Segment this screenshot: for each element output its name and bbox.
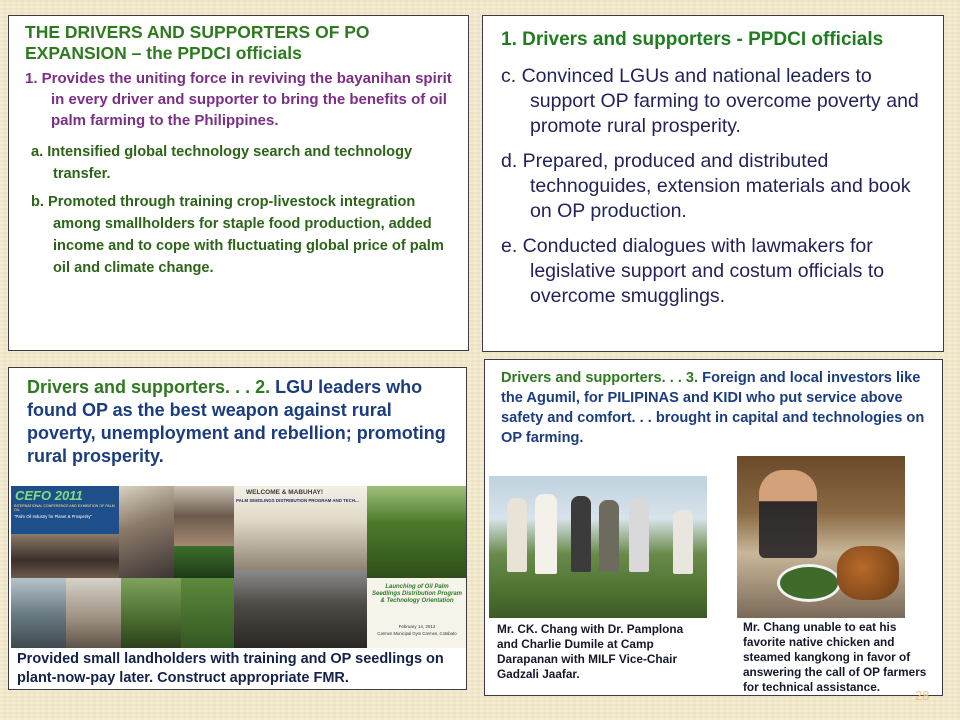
person-figure-2 bbox=[535, 494, 557, 574]
person-figure-4 bbox=[599, 500, 619, 572]
panel1-item-b: b. Promoted through training crop-livestock integration among smallholders for staple food production, added income and to cope with fluctuating global price of palm oil and climate change. bbox=[31, 194, 444, 276]
panel3-heading bbox=[27, 376, 457, 468]
group-photo-1 bbox=[11, 578, 66, 648]
panel4-heading-text: Foreign and local investors like the Agumil, for PILIPINAS and KIDI who put service above safety and comfort. . . brought in capital and technologies on OP farming. bbox=[501, 370, 925, 446]
panel2-title: 1. Drivers and supporters - PPDCI officials bbox=[501, 29, 884, 50]
person-figure-1 bbox=[507, 498, 527, 572]
oil-palm-seedlings-photo bbox=[367, 486, 466, 578]
panel4-caption-left: Mr. CK. Chang with Dr. Pamplona and Charlie Dumile at Camp Darapanan with MILF Vice-Chair Gadzali Jaafar. bbox=[497, 622, 684, 681]
panel2-item-d: d. Prepared, produced and distributed technoguides, extension materials and book on OP production. bbox=[501, 150, 911, 222]
banner-title: PALM SEEDLINGS DISTRIBUTION PROGRAM AND TECH... bbox=[236, 498, 359, 503]
gym-crowd-photo bbox=[234, 570, 367, 648]
field-visit-photo bbox=[121, 578, 181, 648]
panel-ppdci-officials-part1 bbox=[8, 15, 469, 351]
person-seated bbox=[759, 470, 817, 558]
panel3-heading-lead: Drivers and supporters. . . 2. bbox=[27, 377, 271, 397]
launching-place: Carmen Municipal Gym Carmen, Cotabato bbox=[377, 631, 457, 636]
panel3-caption: Provided small landholders with training and OP seedlings on plant-now-pay later. Construct appropriate FMR. bbox=[17, 651, 444, 686]
panel4-caption-right: Mr. Chang unable to eat his favorite native chicken and steamed kangkong in favor of answering the call of OP farmers for technical assistance. bbox=[743, 620, 927, 694]
seedling-bags-photo bbox=[174, 546, 234, 578]
person-figure-3 bbox=[571, 496, 591, 572]
panel2-item-e: e. Conducted dialogues with lawmakers for legislative support and costum officials to overcome smugglings. bbox=[501, 235, 885, 307]
panel1-item-1: 1. Provides the uniting force in reviving the bayanihan spirit in every driver and supporter to bring the benefits of oil palm farming to the Philippines. bbox=[25, 70, 452, 129]
slide-number: 28 bbox=[915, 688, 930, 703]
panel4-heading-lead: Drivers and supporters. . . 3. bbox=[501, 370, 699, 386]
lgu-photo-collage bbox=[11, 486, 466, 648]
cefo-logo: CEFO 2011 bbox=[15, 488, 83, 503]
panel-ppdci-officials-part2 bbox=[482, 15, 944, 352]
launching-title: Launching of Oil Palm Seedlings Distribution Program & Technology Orientation bbox=[371, 584, 462, 604]
chicken-dish bbox=[837, 546, 899, 600]
panel1-item-a: a. Intensified global technology search and technology transfer. bbox=[31, 144, 413, 182]
group-photo-2 bbox=[66, 578, 121, 648]
person-figure-5 bbox=[629, 498, 649, 572]
conference-crowd-photo bbox=[119, 486, 174, 578]
panel-lgu-leaders bbox=[8, 367, 467, 690]
conference-attendees-photo bbox=[11, 534, 119, 578]
panel-foreign-local-investors bbox=[484, 359, 943, 696]
cefo-subtitle: INTERNATIONAL CONFERENCE AND EXHIBITION OF PALM OIL bbox=[14, 504, 115, 512]
welcome-banner-photo bbox=[234, 486, 367, 570]
launching-date: February 14, 2012 bbox=[398, 624, 436, 629]
cefo-banner-photo bbox=[11, 486, 119, 534]
cefo-theme: "Palm Oil Industry for Planet & Prosperity" bbox=[14, 514, 92, 519]
field-visit-group-photo bbox=[489, 476, 707, 618]
person-figure-6 bbox=[673, 510, 693, 574]
seedling-nursery-photo bbox=[181, 578, 234, 648]
launching-sign-photo bbox=[367, 578, 466, 648]
panel3-heading-text: LGU leaders who found OP as the best weapon against rural poverty, unemployment and rebellion; promoting rural prosperity. bbox=[27, 377, 446, 466]
kangkong-dish bbox=[777, 564, 841, 602]
welcome-text: WELCOME & MABUHAY! bbox=[246, 489, 324, 496]
dining-table-photo bbox=[737, 456, 905, 618]
panel1-title: THE DRIVERS AND SUPPORTERS OF PO EXPANSION – the PPDCI officials bbox=[25, 22, 370, 63]
panel2-item-c: c. Convinced LGUs and national leaders to support OP farming to overcome poverty and promote rural prosperity. bbox=[501, 65, 919, 137]
panel4-heading bbox=[501, 368, 936, 448]
delegates-photo bbox=[174, 486, 234, 546]
